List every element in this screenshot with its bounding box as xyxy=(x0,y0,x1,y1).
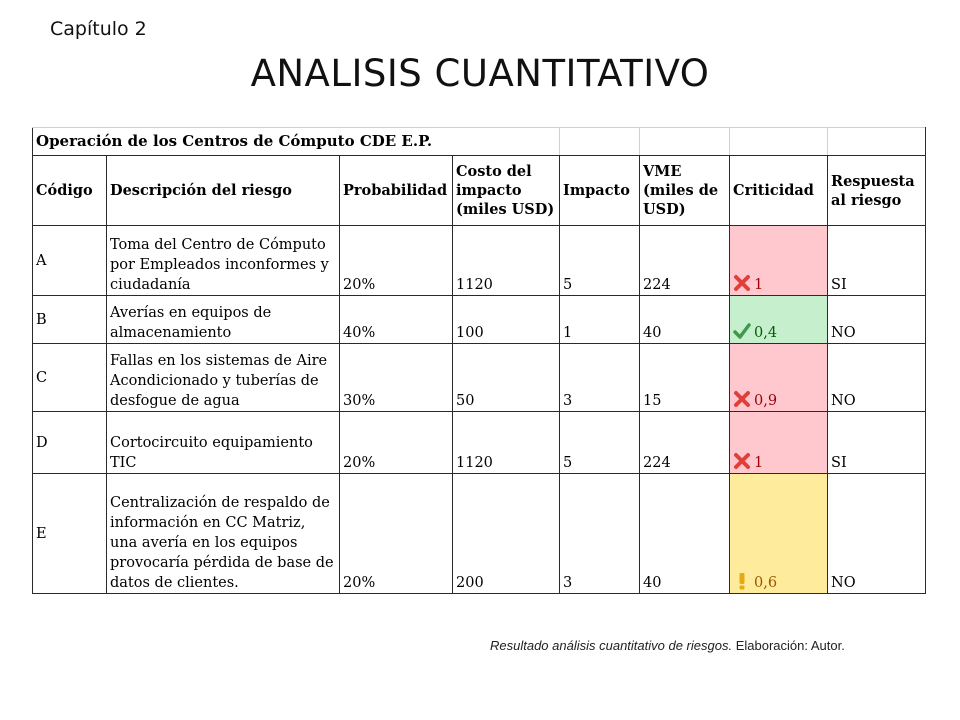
empty-cell xyxy=(560,128,640,156)
cell-response: NO xyxy=(828,474,926,594)
criticality-indicator xyxy=(733,277,763,293)
table-row xyxy=(33,344,926,412)
cell-description: Fallas en los sistemas de Aire Acondicionado y tuberías de desfogue de agua xyxy=(107,344,340,412)
cell-cost: 1120 xyxy=(453,226,560,296)
header-vme: VME (miles de USD) xyxy=(640,156,730,226)
cell-description: Cortocircuito equipamiento TIC xyxy=(107,412,340,474)
chapter-label: Capítulo 2 xyxy=(50,18,147,40)
criticality-value: 0,6 xyxy=(754,575,778,591)
criticality-indicator xyxy=(733,455,763,471)
criticality-indicator xyxy=(733,575,777,591)
cell-probability: 20% xyxy=(340,226,453,296)
cell-impact: 5 xyxy=(560,412,640,474)
cell-response: SI xyxy=(828,412,926,474)
empty-cell xyxy=(828,128,926,156)
cell-response: NO xyxy=(828,296,926,344)
cell-code: E xyxy=(33,474,107,594)
cell-vme: 224 xyxy=(640,412,730,474)
table-caption: Operación de los Centros de Cómputo CDE E.P. xyxy=(36,132,433,150)
header-description: Descripción del riesgo xyxy=(107,156,340,226)
table-row xyxy=(33,226,926,296)
table-row xyxy=(33,412,926,474)
criticality-value: 1 xyxy=(754,277,764,293)
cell-criticality xyxy=(730,412,828,474)
cell-description: Centralización de respaldo de información en CC Matriz, una avería en los equipos provocaría pérdida de base de datos de clientes. xyxy=(107,474,340,594)
risk-table xyxy=(32,127,926,594)
source-note xyxy=(490,638,924,654)
source-note-author: Elaboración: Autor. xyxy=(735,638,845,653)
cell-code: D xyxy=(33,412,107,474)
table-caption-row xyxy=(33,128,926,156)
table-caption-cell xyxy=(33,128,560,156)
table-row xyxy=(33,474,926,594)
header-criticality: Criticidad xyxy=(730,156,828,226)
cell-cost: 100 xyxy=(453,296,560,344)
empty-cell xyxy=(730,128,828,156)
cell-probability: 20% xyxy=(340,474,453,594)
cell-code: C xyxy=(33,344,107,412)
cell-code: B xyxy=(33,296,107,344)
cell-response: NO xyxy=(828,344,926,412)
cell-criticality xyxy=(730,474,828,594)
exclamation-icon xyxy=(733,572,751,590)
cell-vme: 224 xyxy=(640,226,730,296)
cell-probability: 20% xyxy=(340,412,453,474)
header-code: Código xyxy=(33,156,107,226)
criticality-value: 0,4 xyxy=(754,325,778,341)
header-impact: Impacto xyxy=(560,156,640,226)
cell-criticality xyxy=(730,226,828,296)
cell-probability: 30% xyxy=(340,344,453,412)
cell-impact: 5 xyxy=(560,226,640,296)
header-cost: Costo del impacto (miles USD) xyxy=(453,156,560,226)
source-note-italic: Resultado análisis cuantitativo de riesgos. xyxy=(490,638,733,653)
table-header-row xyxy=(33,156,926,226)
x-mark-icon xyxy=(733,452,751,470)
cell-cost: 50 xyxy=(453,344,560,412)
x-mark-icon xyxy=(733,390,751,408)
cell-criticality xyxy=(730,296,828,344)
cell-code: A xyxy=(33,226,107,296)
cell-criticality xyxy=(730,344,828,412)
cell-vme: 15 xyxy=(640,344,730,412)
cell-description: Averías en equipos de almacenamiento xyxy=(107,296,340,344)
checkmark-icon xyxy=(733,322,751,340)
criticality-value: 0,9 xyxy=(754,393,778,409)
cell-description: Toma del Centro de Cómputo por Empleados inconformes y ciudadanía xyxy=(107,226,340,296)
empty-cell xyxy=(640,128,730,156)
cell-probability: 40% xyxy=(340,296,453,344)
x-mark-icon xyxy=(733,274,751,292)
cell-impact: 3 xyxy=(560,344,640,412)
table-row xyxy=(33,296,926,344)
header-probability: Probabilidad xyxy=(340,156,453,226)
cell-vme: 40 xyxy=(640,296,730,344)
criticality-indicator xyxy=(733,393,777,409)
criticality-value: 1 xyxy=(754,455,764,471)
cell-impact: 1 xyxy=(560,296,640,344)
cell-impact: 3 xyxy=(560,474,640,594)
cell-response: SI xyxy=(828,226,926,296)
header-response: Respuesta al riesgo xyxy=(828,156,926,226)
page-title: ANALISIS CUANTITATIVO xyxy=(250,52,710,95)
cell-cost: 200 xyxy=(453,474,560,594)
criticality-indicator xyxy=(733,325,777,341)
cell-vme: 40 xyxy=(640,474,730,594)
cell-cost: 1120 xyxy=(453,412,560,474)
